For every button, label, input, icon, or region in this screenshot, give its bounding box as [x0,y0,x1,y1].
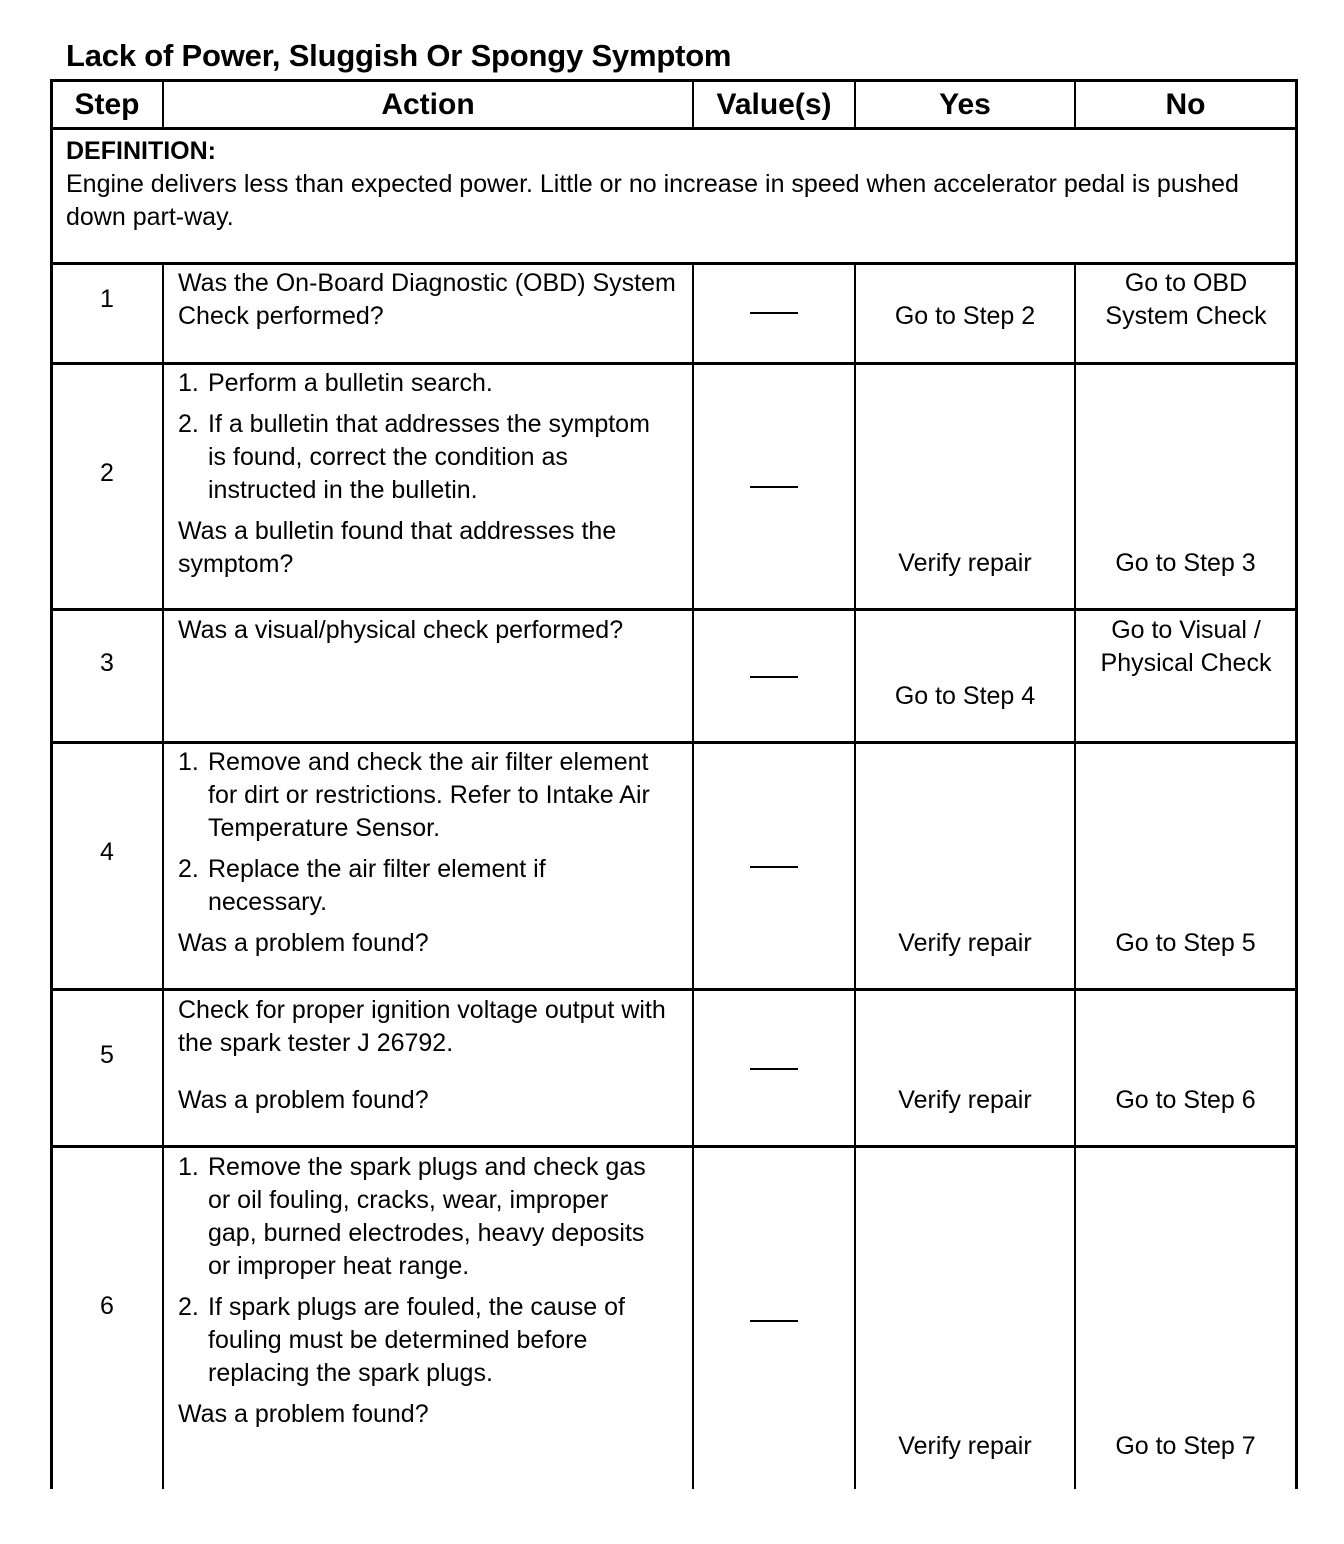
definition-block [66,135,1286,234]
step-number: 4 [100,838,114,866]
row-2-bottom-border [50,608,1298,611]
header-values: Value(s) [716,88,832,121]
definition-text: Engine delivers less than expected power. Little or no increase in speed when accelerator pedal is pushed down part-way. [66,170,1239,231]
row-1-bottom-border [50,362,1298,365]
empty-value-dash [750,312,798,314]
list-item: 1. Remove and check the air filter element for dirt or restrictions. Refer to Intake Air Temperature Sensor. [178,748,650,842]
list-item: 2. Replace the air filter element if necessary. [178,855,546,916]
row-4-bottom-border [50,988,1298,991]
no-outcome: Go to Step 7 [1115,1432,1256,1460]
yes-outcome: Verify repair [898,1086,1032,1114]
table-right-border [1295,79,1298,1489]
header-yes: Yes [939,88,991,121]
yes-outcome: Go to Step 4 [894,682,1036,710]
action-block [178,367,678,581]
col-divider-values [854,262,856,1489]
action-question: Was a problem found? [178,929,429,957]
list-item: 2. If spark plugs are fouled, the cause of fouling must be determined before replacing the spark plugs. [178,1293,625,1387]
empty-value-dash [750,1320,798,1322]
no-outcome: Go to OBD System Check [1105,269,1267,330]
yes-outcome: Verify repair [898,929,1032,957]
no-outcome: Go to Visual / Physical Check [1100,616,1272,677]
definition-bottom-border [50,262,1298,265]
step-number: 5 [100,1041,114,1069]
col-divider-yes [1074,262,1076,1489]
action-text: Check for proper ignition voltage output with the spark tester J 26792. [178,996,666,1057]
step-number: 6 [100,1292,114,1320]
row-5-bottom-border [50,1145,1298,1148]
step-number: 2 [100,459,114,487]
col-divider-step [162,262,164,1489]
action-text: Was the On-Board Diagnostic (OBD) System Check performed? [178,269,676,330]
header-action: Action [381,88,475,121]
definition-label: DEFINITION: [66,137,216,165]
yes-outcome: Go to Step 2 [894,302,1036,330]
action-question: Was a problem found? [178,1086,429,1114]
empty-value-dash [750,1068,798,1070]
page-title: Lack of Power, Sluggish Or Spongy Symptom [66,38,732,73]
list-item: 1. Remove the spark plugs and check gas or oil fouling, cracks, wear, improper gap, burned electrodes, heavy deposits or improper heat range. [178,1153,646,1280]
empty-value-dash [750,676,798,678]
yes-outcome: Verify repair [898,549,1032,577]
col-divider-action [692,262,694,1489]
action-text: Was a visual/physical check performed? [178,616,624,644]
empty-value-dash [750,866,798,868]
step-number: 3 [100,649,114,677]
action-question: Was a bulletin found that addresses the symptom? [178,517,617,578]
action-block [178,746,678,960]
action-block [178,1151,678,1431]
header-step: Step [74,88,140,121]
list-item: 2. If a bulletin that addresses the symptom is found, correct the condition as instructed in the bulletin. [178,410,650,504]
step-number: 1 [100,285,114,313]
no-outcome: Go to Step 3 [1115,549,1256,577]
no-outcome: Go to Step 5 [1115,929,1256,957]
row-3-bottom-border [50,741,1298,744]
list-item: 1. Perform a bulletin search. [178,369,493,397]
yes-outcome: Verify repair [898,1432,1032,1460]
header-no: No [1165,88,1206,121]
action-question: Was a problem found? [178,1400,429,1428]
empty-value-dash [750,486,798,488]
no-outcome: Go to Step 6 [1115,1086,1256,1114]
